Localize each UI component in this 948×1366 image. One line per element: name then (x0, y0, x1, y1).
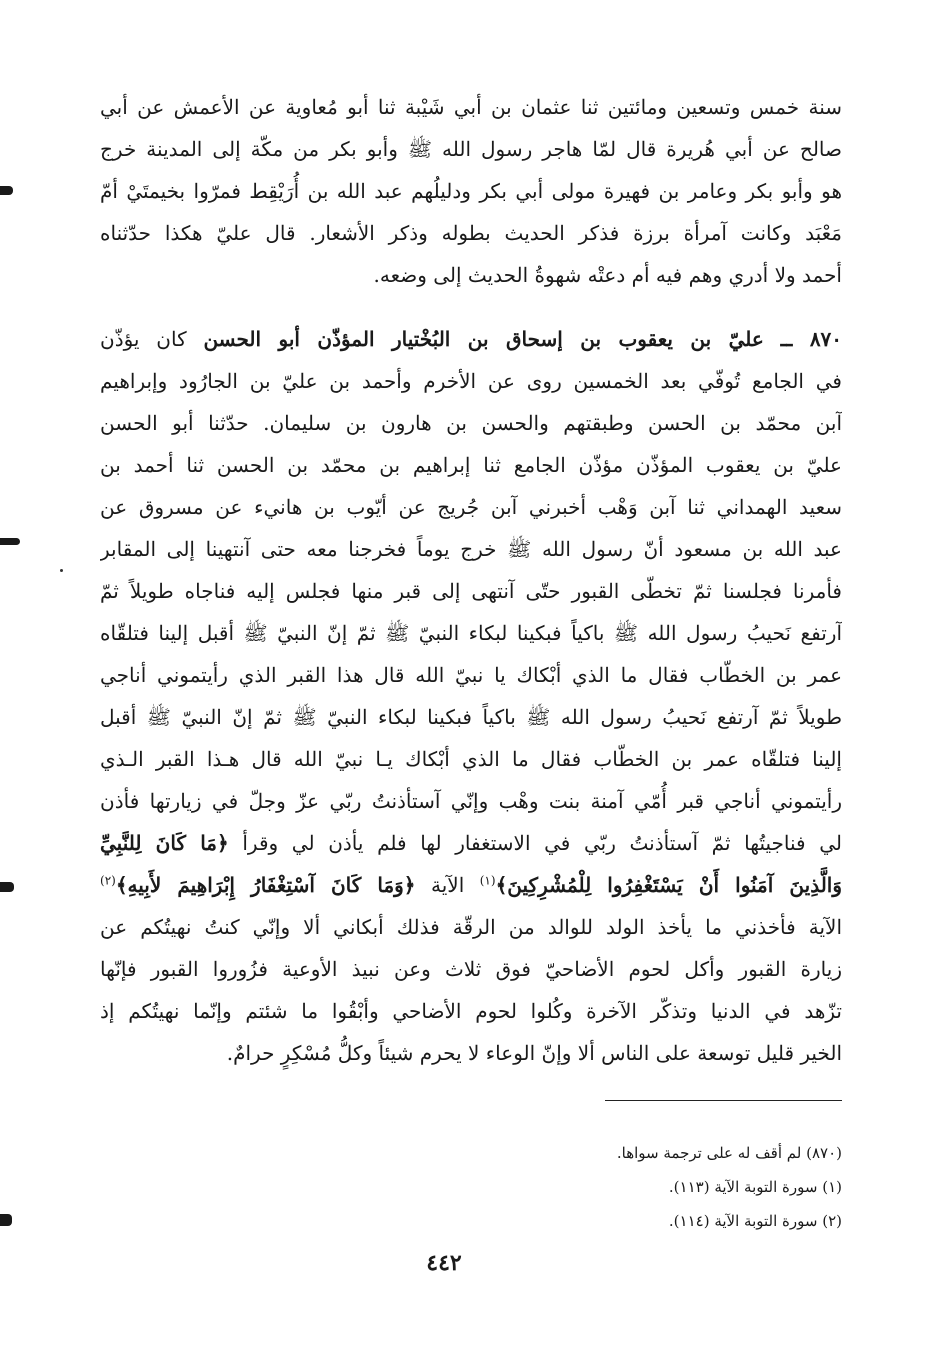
entry-number: ٨٧٠ ــ (780, 327, 842, 351)
text-line-with-verse (100, 822, 842, 864)
verse-line (100, 864, 842, 906)
page-number: ٤٤٢ (426, 1250, 462, 1276)
entry-heading-line (100, 318, 842, 360)
entry-heading: عليّ بن يعقوب بن إسحاق بن البُخْتيار المؤذّن أبو الحسن (203, 327, 764, 351)
footnote-divider (605, 1100, 842, 1101)
text-line: عليّ بن يعقوب المؤذّن مؤذّن الجامع ثنا إبراهيم بن محمّد بن الحسن ثنا أحمد بن (100, 453, 842, 477)
footnotes (360, 1136, 842, 1238)
text-line: أحمد ولا أدري وهم فيه أم دعتْه شهوةُ الحديث إلى وضعه. (373, 263, 842, 287)
text-line: مَعْبَد وكانت آمرأة برزة فذكر الحديث بطوله وذكر الأشعار. قال عليّ هكذا حدّثناه (100, 221, 842, 245)
text-line: هو وأبو بكر وعامر بن فهيرة مولى أبي بكر ودليلُهم عبد الله بن أُرَيْقِط فمرّوا بخيمتَيْ أمّ (100, 179, 842, 203)
text-line: صالح عن أبي هُريرة قال لمّا هاجر رسول الله ﷺ وأبو بكر من مكّة إلى المدينة خرج (100, 137, 842, 161)
footnote: (١) سورة التوبة الآية (١١٣). (668, 1178, 842, 1196)
text-line: سنة خمس وتسعين ومائتين ثنا عثمان بن أبي شَيْبة ثنا أبو مُعاوية عن الأعمش عن أبي (100, 95, 842, 119)
quran-verse: وَالَّذِينَ آمَنُوا أَنْ يَسْتَغْفِرُوا لِلْمُشْرِكِينَ﴾ (495, 873, 842, 897)
quran-verse: ﴿مَا كَانَ لِلنَّبِيِّ (100, 831, 229, 855)
footnote: (٨٧٠) لم أقف له على ترجمة سواها. (616, 1144, 842, 1162)
quran-verse: ﴿وَمَا كَانَ آسْتِغْفَارُ إِبْرَاهِيمَ لأَبِيهِ﴾ (115, 873, 416, 897)
text-line: فأمرنا فجلسنا ثمّ تخطّى القبور حتّى آنتهى إلى قبر منها فجلس إليه فناجاه طويلاً ثمّ (100, 579, 842, 603)
binding-mark (0, 882, 14, 892)
main-text (100, 86, 842, 1074)
text-line: سعيد الهمداني ثنا آبن وَهْب أخبرني آبن جُريج عن أيّوب بن هانيء عن مسروق عن (100, 495, 842, 519)
text-line: الآية فأخذني ما يأخذ الولد للوالد من الرقّة فذلك أبكاني ألا وإنّي كنتُ نهيتُكم عن (100, 915, 842, 939)
text-line: إلينا فتلقّاه عمر بن الخطّاب فقال ما الذي أبْكاك يـا نبيّ الله قال هـذا القبر الـذي (100, 747, 842, 771)
text-line: آبن محمّد بن الحسن وطبقتهم والحسن بن هارون بن سليمان. حدّثنا أبو الحسن (100, 411, 842, 435)
text-line: في الجامع تُوفّي بعد الخمسين روى عن الأخرم وأحمد بن عليّ بن الجارُود وإبراهيم (100, 369, 842, 393)
text-line: الخير قليل توسعة على الناس ألا وإنّ الوعاء لا يحرم شيئاً وكلُّ مُسْكِرٍ حرامٌ. (226, 1041, 842, 1065)
text-line: طويلاً ثمّ آرتفع نَحيبُ رسول الله ﷺ باكياً فبكينا لبكاء النبيّ ﷺ ثمّ إنّ النبيّ ﷺ أقبل (100, 705, 842, 729)
text-line: تزّهد في الدنيا وتذكّر الآخرة وكُلوا لحوم الأضاحي وأبْقُوا ما شئتم وإنّما نهيتُكم إذ (100, 999, 842, 1023)
text-line: رأيتموني أناجي قبر أُمّي آمنة بنت وهْب وإنّي آستأذنتُ ربّي عزّ وجلّ في زيارتها فأذن (100, 789, 842, 813)
verse-separator: الآية (431, 873, 465, 897)
footnote-reference: (٢) (100, 873, 116, 888)
entry-heading-rest: كان يؤذّن (100, 327, 187, 351)
text-line: آرتفع نَحيبُ رسول الله ﷺ باكياً فبكينا لبكاء النبيّ ﷺ ثمّ إنّ النبيّ ﷺ أقبل إلينا فتلقّاه (100, 621, 842, 645)
scan-speck (60, 569, 63, 572)
text-line: عبد الله بن مسعود أنّ رسول الله ﷺ خرج يوماً فخرجنا معه حتى آنتهينا إلى المقابر (100, 537, 842, 561)
paragraph-gap (100, 296, 842, 318)
footnote: (٢) سورة التوبة الآية (١١٤). (668, 1212, 842, 1230)
text-line: زيارة القبور وأكل لحوم الأضاحيّ فوق ثلاث وعن نبيذ الأوعية فزُوروا القبور فإنّها (100, 957, 842, 981)
text-segment: لي فناجيتُها ثمّ آستأذنتُ ربّي في الاستغفار لها فلم يأذن لي وقرأ (242, 831, 842, 855)
text-line: عمر بن الخطّاب فقال ما الذي أبْكاك يا نبيّ الله قال هذا القبر الذي رأيتموني أناجي (100, 663, 842, 687)
binding-mark (0, 186, 13, 195)
binding-mark (0, 538, 20, 545)
footnote-reference: (١) (479, 873, 496, 888)
binding-mark (0, 1214, 12, 1226)
